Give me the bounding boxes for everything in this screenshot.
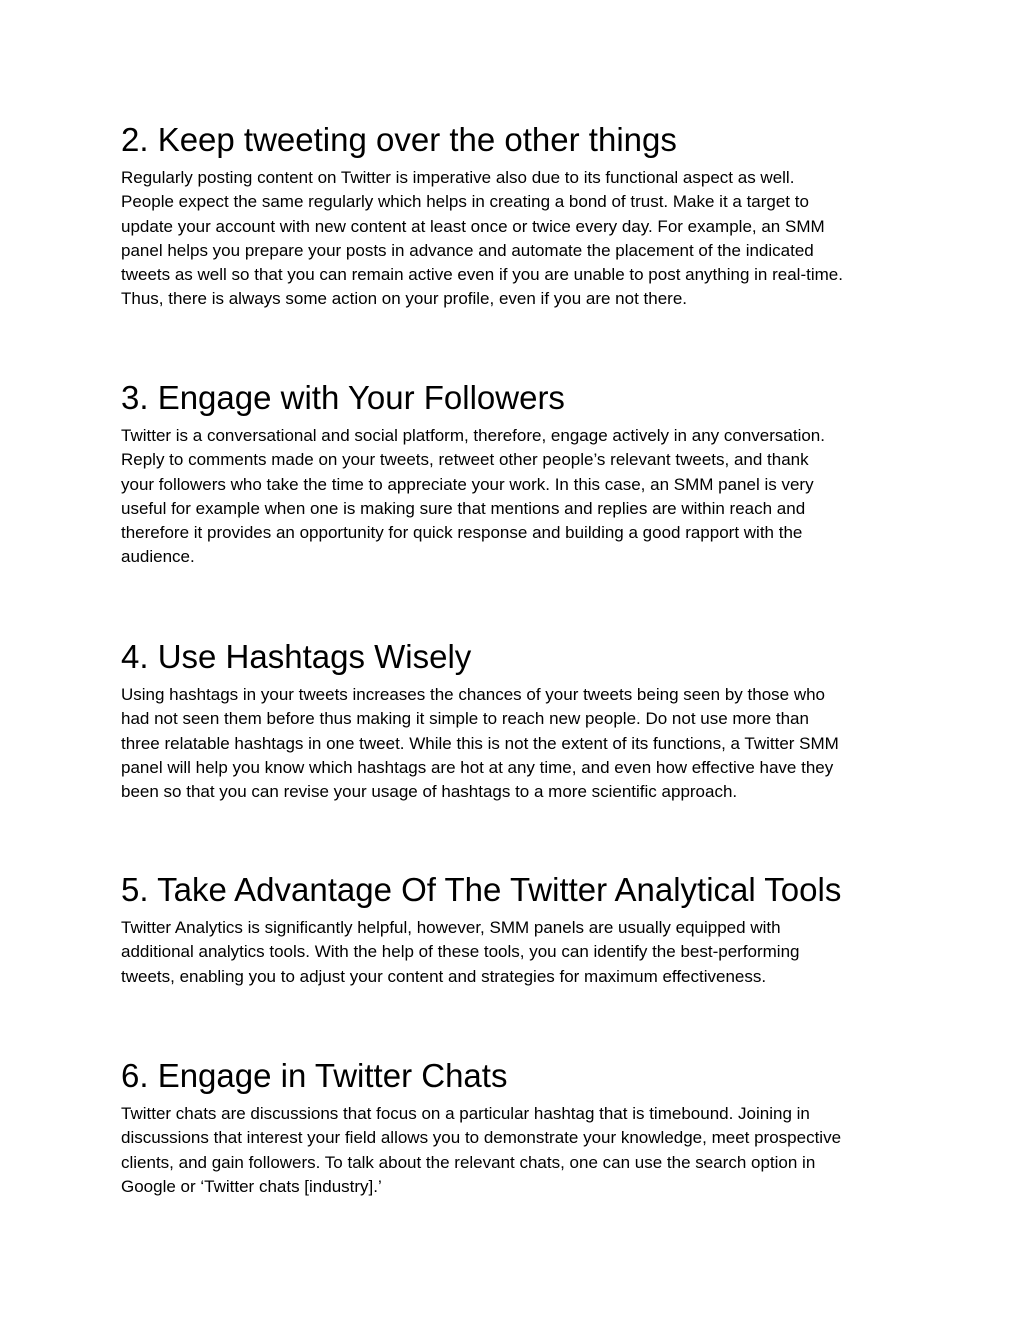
section-body: Regularly posting content on Twitter is imperative also due to its functional aspect as well. People expect the same regularly which helps in creating a bond of trust. Make it a target to update your account with new content at least once or twice every day. For example, an SMM panel helps you prepare your posts in advance and automate the placement of the indicated tweets as well so that you can remain active even if you are unable to post anything in real-time. Thus, there is always some action on your profile, even if you are not there. bbox=[121, 168, 843, 309]
section-engage-followers bbox=[121, 378, 911, 570]
section-heading: 2. Keep tweeting over the other things bbox=[121, 121, 677, 158]
section-heading: 4. Use Hashtags Wisely bbox=[121, 638, 472, 675]
section-heading: 6. Engage in Twitter Chats bbox=[121, 1057, 508, 1094]
section-hashtags bbox=[121, 637, 911, 804]
section-keep-tweeting bbox=[121, 120, 911, 312]
section-body: Twitter Analytics is significantly helpful, however, SMM panels are usually equipped with additional analytics tools. With the help of these tools, you can identify the best-performing tweets, enabling you to adjust your content and strategies for maximum effectiveness. bbox=[121, 918, 800, 986]
section-heading: 5. Take Advantage Of The Twitter Analytical Tools bbox=[121, 871, 842, 908]
section-twitter-chats bbox=[121, 1056, 911, 1199]
section-heading: 3. Engage with Your Followers bbox=[121, 379, 565, 416]
section-body: Using hashtags in your tweets increases the chances of your tweets being seen by those who had not seen them before thus making it simple to reach new people. Do not use more than three relatable hashtags in one tweet. While this is not the extent of its functions, a Twitter SMM panel will help you know which hashtags are hot at any time, and even how effective have they been so that you can revise your usage of hashtags to a more scientific approach. bbox=[121, 685, 839, 802]
section-body: Twitter is a conversational and social platform, therefore, engage actively in any conversation. Reply to comments made on your tweets, retweet other people’s relevant tweets, and thank your followers who take the time to appreciate your work. In this case, an SMM panel is very useful for example when one is making sure that mentions and replies are within reach and therefore it provides an opportunity for quick response and building a good rapport with the audience. bbox=[121, 426, 825, 567]
section-body: Twitter chats are discussions that focus on a particular hashtag that is timebound. Joining in discussions that interest your field allows you to demonstrate your knowledge, meet prospective clients, and gain followers. To talk about the relevant chats, one can use the search option in Google or ‘Twitter chats [industry].’ bbox=[121, 1104, 842, 1196]
section-analytics-tools bbox=[121, 870, 911, 989]
